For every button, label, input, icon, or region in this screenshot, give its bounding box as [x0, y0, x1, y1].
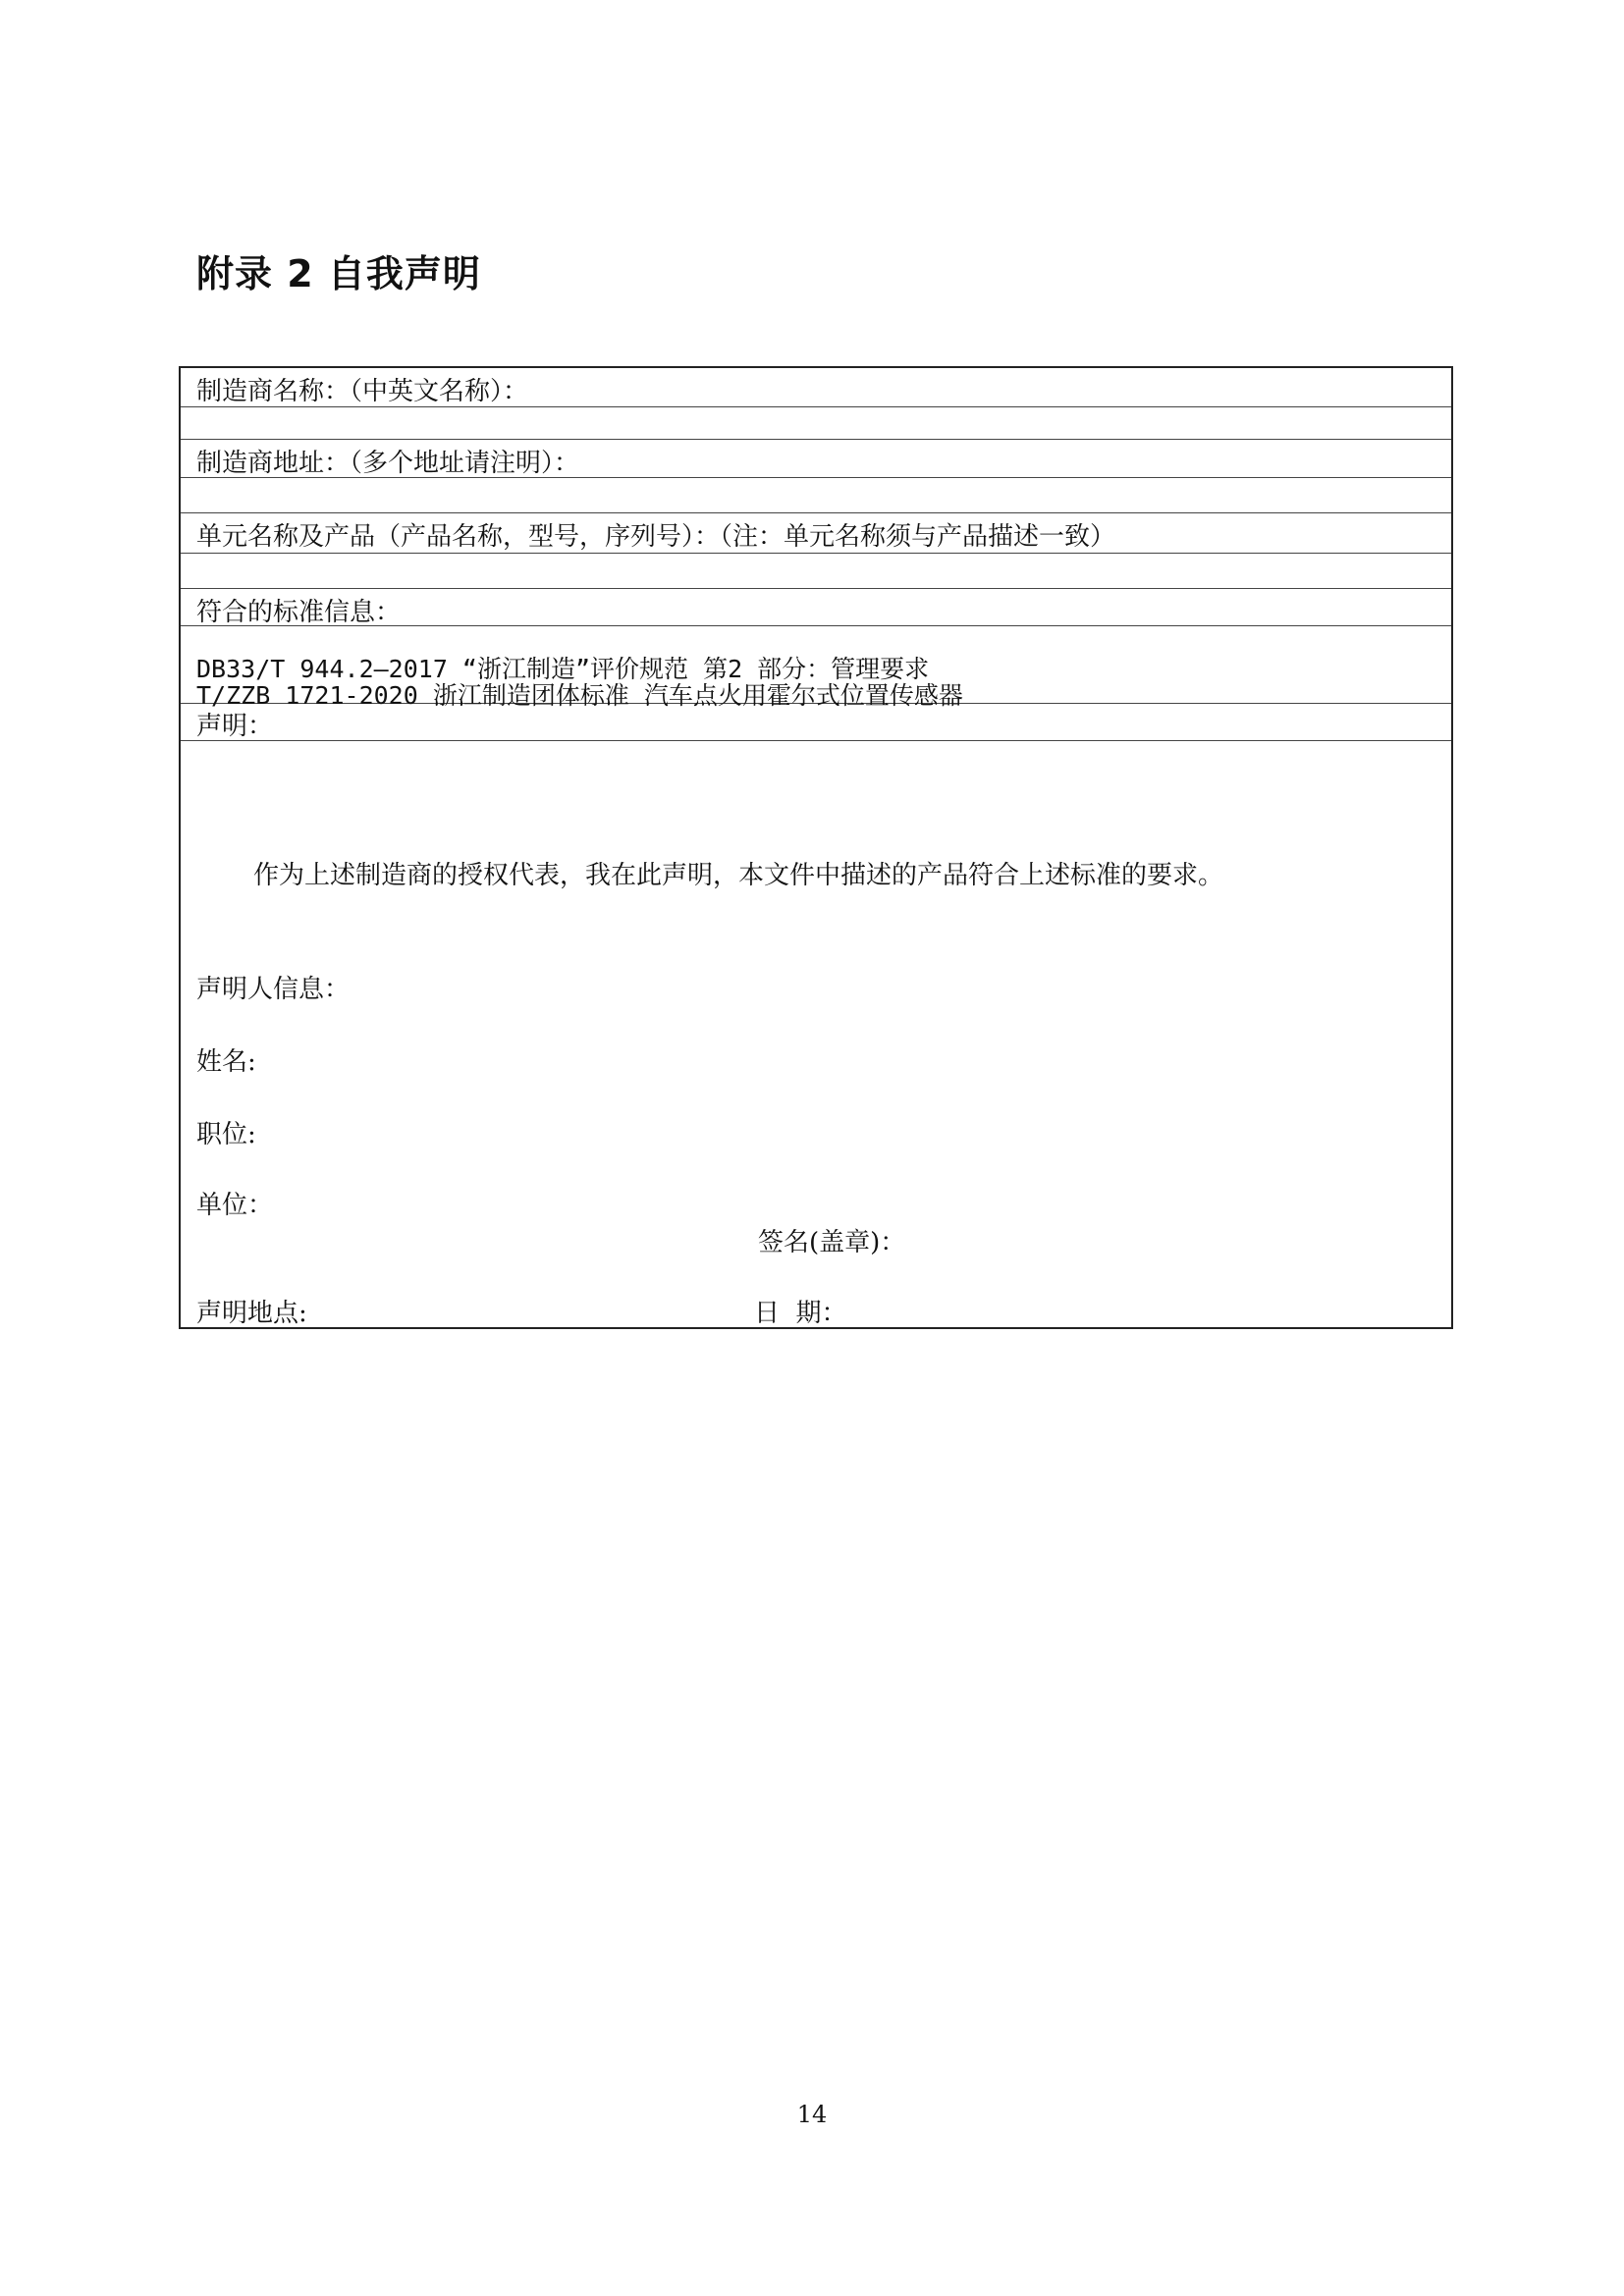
date-label: 日 期： [754, 1299, 847, 1328]
unit-product-field[interactable] [181, 554, 1451, 589]
page-number: 14 [796, 2101, 828, 2128]
manufacturer-address-field[interactable] [181, 478, 1451, 513]
standard-item: DB33/T 944.2—2017 “浙江制造”评价规范 第2 部分：管理要求 [196, 655, 930, 683]
manufacturer-name-row [181, 368, 1451, 407]
standard-item: T/ZZB 1721-2020 浙江制造团体标准 汽车点火用霍尔式位置传感器 [196, 681, 963, 710]
name-label: 姓名: [196, 1047, 256, 1077]
position-label: 职位: [196, 1120, 256, 1149]
standards-label: 符合的标准信息： [196, 598, 402, 627]
declaration-label: 声明： [196, 712, 274, 741]
manufacturer-address-label: 制造商地址：（多个地址请注明）： [196, 449, 580, 478]
place-label: 声明地点: [196, 1299, 307, 1328]
self-declaration-form [179, 366, 1453, 1329]
unit-product-row [181, 513, 1451, 554]
manufacturer-address-row [181, 440, 1451, 478]
standards-row [181, 589, 1451, 626]
unit-product-label: 单元名称及产品（产品名称，型号，序列号）：（注：单元名称须与产品描述一致） [196, 522, 1116, 552]
manufacturer-name-label: 制造商名称：（中英文名称）： [196, 377, 529, 406]
declaration-row [181, 704, 1451, 741]
standards-list [181, 626, 1451, 710]
page-title: 附录 2 自我声明 [196, 252, 481, 295]
signature-label: 签名(盖章)： [758, 1228, 906, 1257]
unit-label: 单位： [196, 1191, 274, 1220]
declarant-info-label: 声明人信息： [196, 975, 351, 1004]
manufacturer-name-field[interactable] [181, 407, 1451, 440]
declaration-statement: 作为上述制造商的授权代表，我在此声明，本文件中描述的产品符合上述标准的要求。 [253, 861, 1224, 890]
